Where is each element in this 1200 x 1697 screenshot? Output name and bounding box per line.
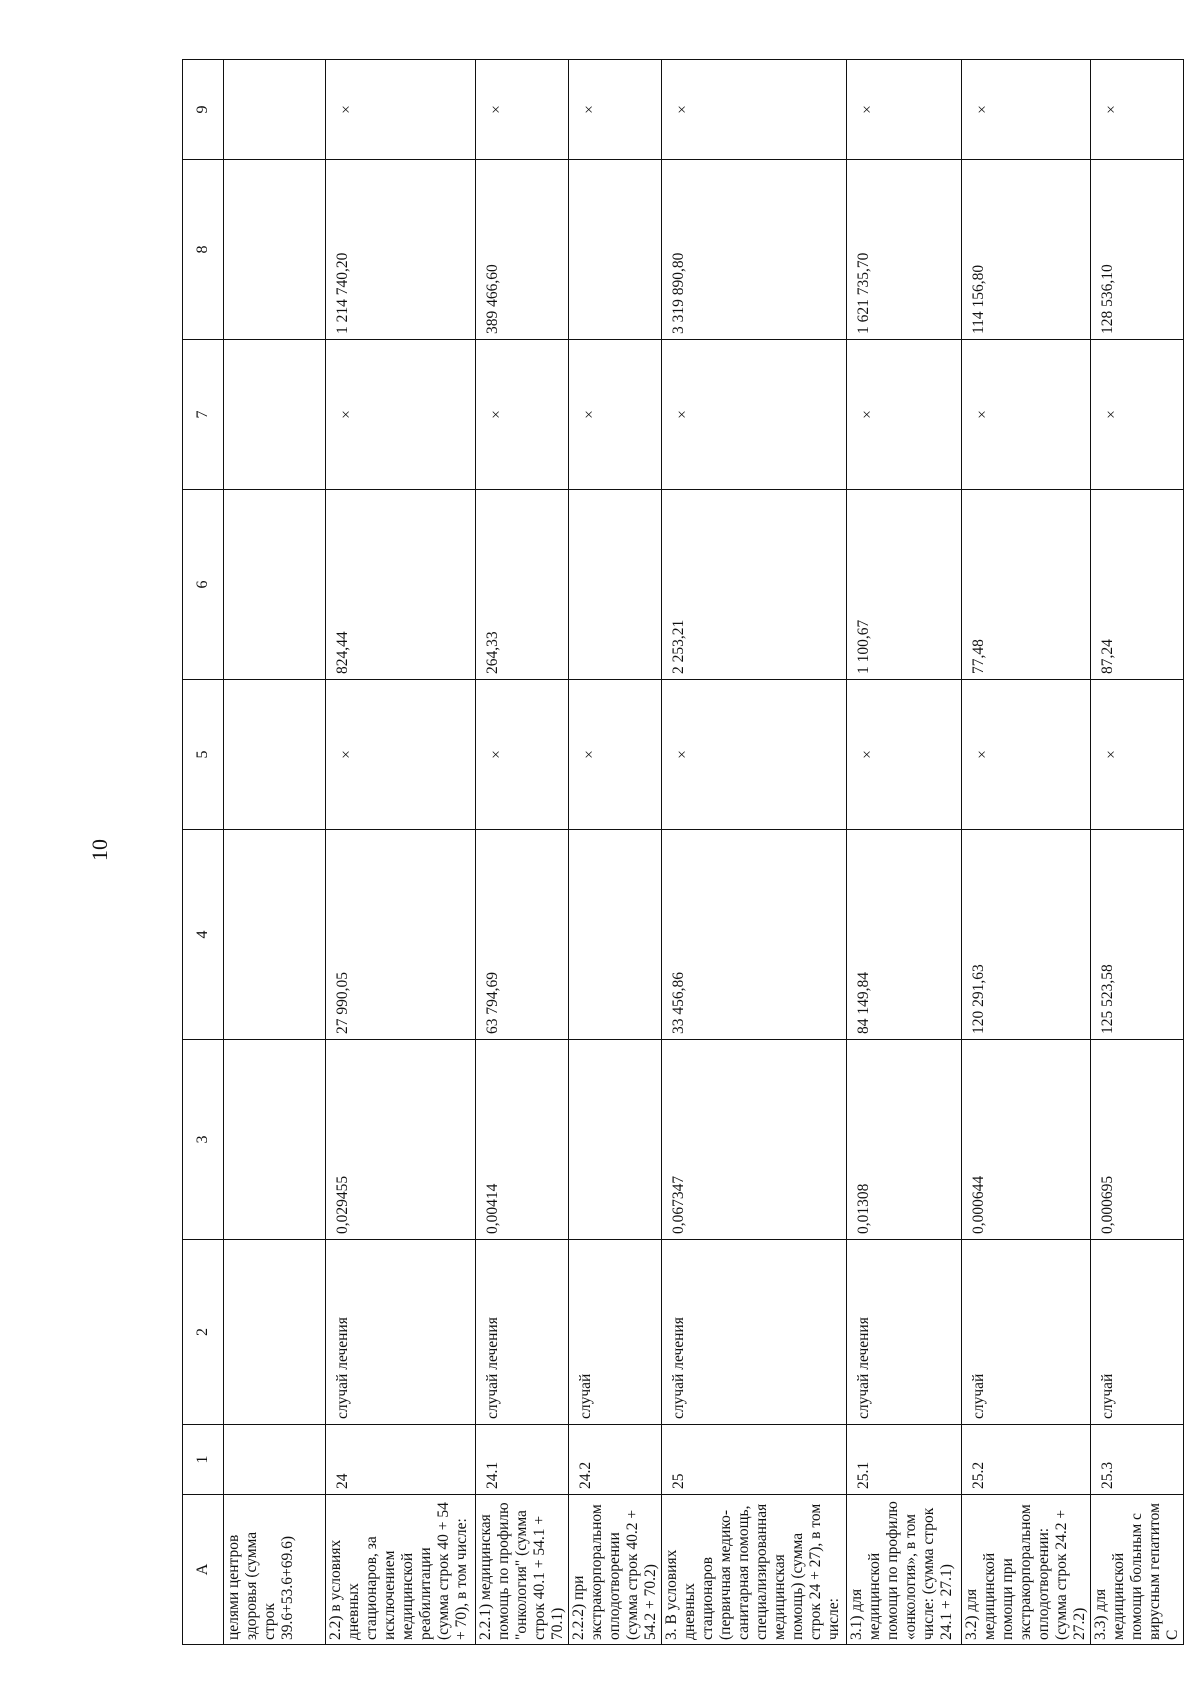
table-row: [569, 60, 662, 1645]
row-name-cell: 3.1) для медицинской помощи по профилю «онкология», в том числе: (сумма строк 24.1 + 27.1): [847, 1495, 962, 1645]
row-name-cell: 3. В условиях дневных стационаров (первичная медико-санитарная помощь, специализированная медицинская помощь) (сумма строк 24 + 27), в том числе:: [662, 1495, 847, 1645]
value-cell: 3 319 890,80: [662, 160, 847, 340]
column-header: 8: [183, 160, 224, 340]
value-cell: [224, 340, 326, 490]
value-cell: ×: [1091, 340, 1184, 490]
row-name-cell: 3.2) для медицинской помощи при экстракорпоральном оплодотворении: (сумма строк 24.2 + 27.2): [962, 1495, 1091, 1645]
value-cell: 33 456,86: [662, 830, 847, 1040]
column-header: 4: [183, 830, 224, 1040]
column-header: 5: [183, 680, 224, 830]
header-row: [183, 60, 224, 1645]
row-number-cell: 24.1: [476, 1425, 569, 1495]
row-name-cell: 2.2) в условиях дневных стационаров, за исключением медицинской реабилитации (сумма строк 40 + 54 + 70), в том числе:: [326, 1495, 476, 1645]
value-cell: ×: [326, 680, 476, 830]
value-cell: ×: [1091, 60, 1184, 160]
value-cell: 0,01308: [847, 1040, 962, 1240]
value-cell: ×: [569, 60, 662, 160]
value-cell: 114 156,80: [962, 160, 1091, 340]
row-name-cell: 3.3) для медицинской помощи больным с вирусным гепатитом С: [1091, 1495, 1184, 1645]
value-cell: ×: [662, 60, 847, 160]
value-cell: [224, 830, 326, 1040]
unit-cell: случай лечения: [847, 1240, 962, 1425]
value-cell: 63 794,69: [476, 830, 569, 1040]
value-cell: ×: [476, 680, 569, 830]
value-cell: 264,33: [476, 490, 569, 680]
table-row: [1091, 60, 1184, 1645]
table-row: [326, 60, 476, 1645]
value-cell: ×: [326, 340, 476, 490]
row-number-cell: 25.3: [1091, 1425, 1184, 1495]
value-cell: 2 253,21: [662, 490, 847, 680]
value-cell: ×: [962, 340, 1091, 490]
column-header: 6: [183, 490, 224, 680]
value-cell: ×: [569, 340, 662, 490]
value-cell: 0,000644: [962, 1040, 1091, 1240]
value-cell: 0,00414: [476, 1040, 569, 1240]
column-header: А: [183, 1495, 224, 1645]
value-cell: 824,44: [326, 490, 476, 680]
value-cell: [569, 160, 662, 340]
column-header: 7: [183, 340, 224, 490]
value-cell: [569, 830, 662, 1040]
value-cell: 0,067347: [662, 1040, 847, 1240]
value-cell: 84 149,84: [847, 830, 962, 1040]
unit-cell: случай лечения: [662, 1240, 847, 1425]
unit-cell: случай лечения: [476, 1240, 569, 1425]
value-cell: 389 466,60: [476, 160, 569, 340]
value-cell: ×: [1091, 680, 1184, 830]
value-cell: 27 990,05: [326, 830, 476, 1040]
value-cell: 125 523,58: [1091, 830, 1184, 1040]
unit-cell: случай: [1091, 1240, 1184, 1425]
row-number-cell: 25: [662, 1425, 847, 1495]
value-cell: [224, 1040, 326, 1240]
row-number-cell: 24.2: [569, 1425, 662, 1495]
data-table: [182, 59, 1184, 1645]
column-header: 3: [183, 1040, 224, 1240]
value-cell: ×: [847, 680, 962, 830]
column-header: 9: [183, 60, 224, 160]
value-cell: ×: [662, 340, 847, 490]
value-cell: ×: [476, 60, 569, 160]
row-number-cell: 25.2: [962, 1425, 1091, 1495]
row-number-cell: 24: [326, 1425, 476, 1495]
value-cell: 128 536,10: [1091, 160, 1184, 340]
table-row: [962, 60, 1091, 1645]
value-cell: ×: [962, 60, 1091, 160]
value-cell: ×: [476, 340, 569, 490]
value-cell: 77,48: [962, 490, 1091, 680]
row-number-cell: [224, 1425, 326, 1495]
value-cell: 0,000695: [1091, 1040, 1184, 1240]
value-cell: ×: [962, 680, 1091, 830]
row-name-cell: целями центров здоровья (сумма строк 39.6+53.6+69.6): [224, 1495, 326, 1645]
value-cell: [569, 1040, 662, 1240]
value-cell: [569, 490, 662, 680]
value-cell: [224, 490, 326, 680]
value-cell: ×: [662, 680, 847, 830]
table-row: [476, 60, 569, 1645]
unit-cell: [224, 1240, 326, 1425]
value-cell: [224, 60, 326, 160]
value-cell: ×: [847, 340, 962, 490]
table-row: [224, 60, 326, 1645]
value-cell: ×: [326, 60, 476, 160]
page-number: 10: [87, 839, 112, 861]
unit-cell: случай лечения: [326, 1240, 476, 1425]
rotated-table-container: [182, 60, 1181, 1645]
value-cell: [224, 680, 326, 830]
value-cell: ×: [847, 60, 962, 160]
value-cell: ×: [569, 680, 662, 830]
value-cell: 87,24: [1091, 490, 1184, 680]
unit-cell: случай: [962, 1240, 1091, 1425]
table-row: [847, 60, 962, 1645]
table-row: [662, 60, 847, 1645]
column-header: 1: [183, 1425, 224, 1495]
unit-cell: случай: [569, 1240, 662, 1425]
row-name-cell: 2.2.2) при экстракорпоральном оплодотворении (сумма строк 40.2 + 54.2 + 70.2): [569, 1495, 662, 1645]
value-cell: 1 621 735,70: [847, 160, 962, 340]
value-cell: 120 291,63: [962, 830, 1091, 1040]
column-header: 2: [183, 1240, 224, 1425]
row-number-cell: 25.1: [847, 1425, 962, 1495]
value-cell: 0,029455: [326, 1040, 476, 1240]
value-cell: 1 214 740,20: [326, 160, 476, 340]
value-cell: [224, 160, 326, 340]
value-cell: 1 100,67: [847, 490, 962, 680]
row-name-cell: 2.2.1) медицинская помощь по профилю "онкология" (сумма строк 40.1 + 54.1 + 70.1): [476, 1495, 569, 1645]
